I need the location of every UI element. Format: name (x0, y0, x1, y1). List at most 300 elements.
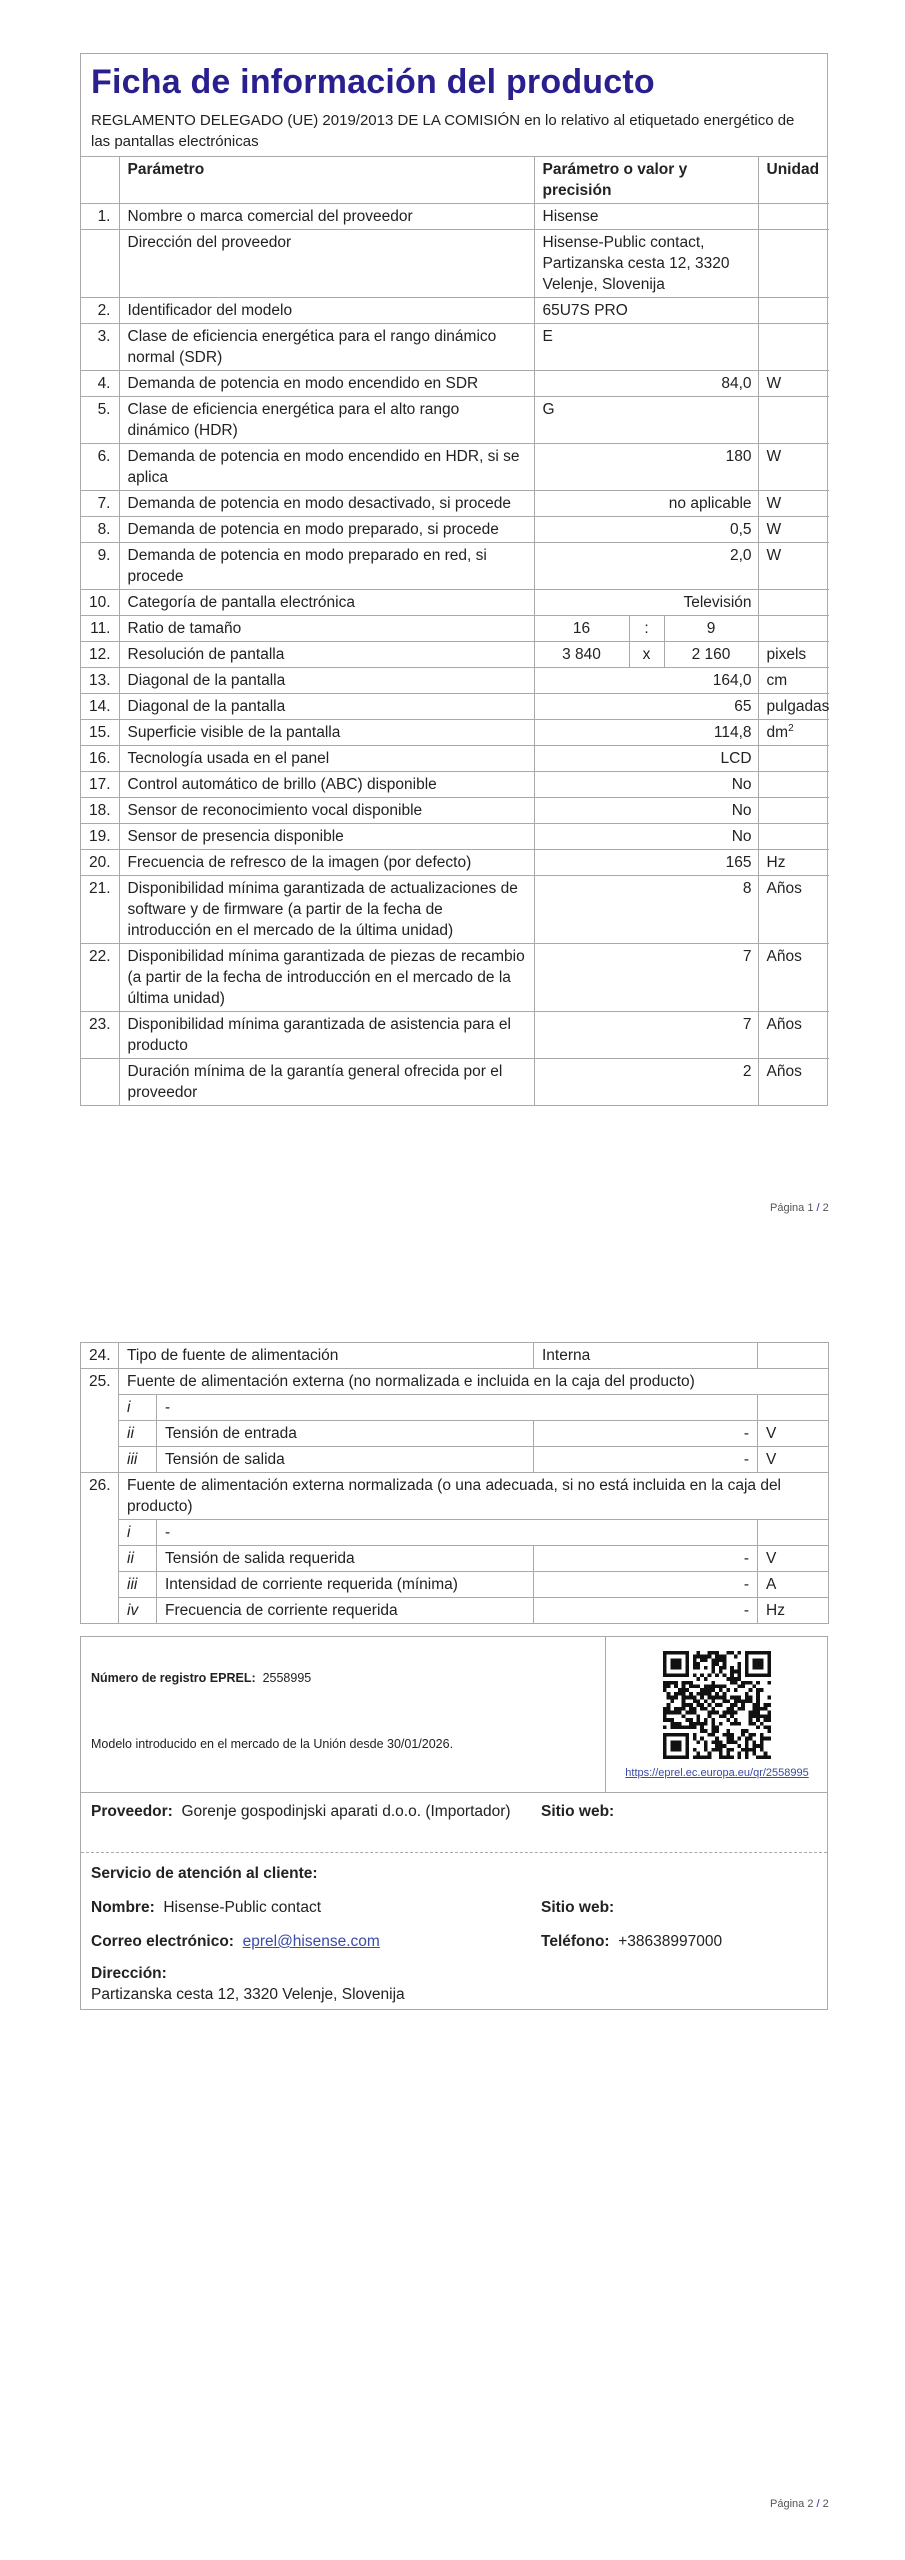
qr-module (667, 1692, 671, 1696)
qr-module (704, 1748, 708, 1752)
qr-module (730, 1722, 734, 1726)
qr-module (715, 1651, 719, 1655)
table-row (81, 324, 829, 371)
row-number: 14. (81, 694, 119, 720)
qr-module (670, 1658, 674, 1662)
qr-module (693, 1666, 697, 1670)
qr-module (723, 1714, 727, 1718)
qr-module (670, 1744, 674, 1748)
qr-module (752, 1703, 756, 1707)
qr-module (678, 1740, 682, 1744)
table-header-row (81, 157, 829, 204)
provider-name: Gorenje gospodinjski aparati d.o.o. (Importador) (181, 1803, 511, 1820)
qr-module (715, 1662, 719, 1666)
header-unit: Unidad (758, 157, 829, 204)
qr-module (685, 1696, 689, 1700)
qr-module (667, 1755, 671, 1759)
row-parameter: Frecuencia de refresco de la imagen (por defecto) (119, 850, 534, 876)
row-value: No (534, 772, 758, 798)
qr-module (674, 1662, 678, 1666)
row-parameter: Disponibilidad mínima garantizada de asistencia para el producto (119, 1012, 534, 1059)
aspect-height: 9 (664, 616, 758, 642)
qr-module (745, 1666, 749, 1670)
qr-module (764, 1752, 768, 1756)
qr-module (708, 1655, 712, 1659)
qr-module (663, 1744, 667, 1748)
row-unit: W (758, 543, 829, 590)
email-label: Correo electrónico: (91, 1933, 234, 1950)
qr-module (734, 1718, 738, 1722)
row-parameter: Disponibilidad mínima garantizada de piezas de recambio (a partir de la fecha de introducción en el mercado de la última unidad) (119, 944, 534, 1012)
qr-module (737, 1744, 741, 1748)
row-unit (758, 746, 829, 772)
qr-module (723, 1744, 727, 1748)
qr-module (737, 1677, 741, 1681)
table-row (81, 1447, 829, 1473)
qr-module (749, 1681, 753, 1685)
qr-code-icon[interactable] (663, 1651, 771, 1759)
qr-module (685, 1658, 689, 1662)
qr-module (711, 1651, 715, 1655)
sheet-header (81, 54, 827, 157)
qr-module (737, 1673, 741, 1677)
qr-module (693, 1696, 697, 1700)
qr-module (674, 1685, 678, 1689)
row-value: Hisense-Public contact, Partizanska cesta 12, 3320 Velenje, Slovenija (534, 230, 758, 298)
table-row (81, 204, 829, 230)
qr-module (723, 1755, 727, 1759)
qr-module (741, 1703, 745, 1707)
qr-module (704, 1744, 708, 1748)
table-row (81, 1369, 829, 1395)
row-number: 13. (81, 668, 119, 694)
qr-module (723, 1699, 727, 1703)
qr-module (670, 1755, 674, 1759)
qr-module (685, 1703, 689, 1707)
qr-module (756, 1707, 760, 1711)
qr-module (719, 1685, 723, 1689)
qr-module (693, 1655, 697, 1659)
qr-module (760, 1688, 764, 1692)
row-value: 84,0 (534, 371, 758, 397)
row-parameter: Resolución de pantalla (119, 642, 534, 668)
qr-module (737, 1651, 741, 1655)
sub-index: iii (119, 1572, 157, 1598)
contact-address (91, 1963, 405, 2005)
qr-module (708, 1685, 712, 1689)
qr-module (756, 1699, 760, 1703)
row-number: 17. (81, 772, 119, 798)
qr-module (697, 1755, 701, 1759)
qr-module (745, 1673, 749, 1677)
qr-module (745, 1755, 749, 1759)
page-current: 2 (807, 2498, 814, 2510)
qr-module (726, 1699, 730, 1703)
qr-module (708, 1651, 712, 1655)
qr-module (704, 1722, 708, 1726)
qr-module (678, 1658, 682, 1662)
qr-module (745, 1681, 749, 1685)
qr-module (749, 1714, 753, 1718)
table-row (81, 1421, 829, 1447)
qr-link[interactable]: https://eprel.ec.europa.eu/qr/2558995 (625, 1767, 809, 1779)
row-number: 9. (81, 543, 119, 590)
website-label-2: Sitio web: (541, 1899, 615, 1916)
qr-module (693, 1722, 697, 1726)
table-row (81, 616, 829, 642)
table-row (81, 517, 829, 543)
row-value: Televisión (534, 590, 758, 616)
table-row (81, 1012, 829, 1059)
row-number: 2. (81, 298, 119, 324)
qr-module (682, 1725, 686, 1729)
qr-module (704, 1755, 708, 1759)
sub-value: - (534, 1572, 758, 1598)
row-number: 12. (81, 642, 119, 668)
qr-module (678, 1733, 682, 1737)
qr-module (749, 1733, 753, 1737)
qr-module (730, 1666, 734, 1670)
table-row (81, 1598, 829, 1624)
qr-module (678, 1748, 682, 1752)
qr-module (730, 1703, 734, 1707)
table-row (81, 668, 829, 694)
qr-module (726, 1688, 730, 1692)
qr-module (697, 1718, 701, 1722)
qr-module (737, 1666, 741, 1670)
qr-module (730, 1733, 734, 1737)
qr-module (737, 1752, 741, 1756)
page-number-1 (770, 1202, 829, 1214)
page-number-2 (770, 2498, 829, 2510)
phone-label: Teléfono: (541, 1933, 610, 1950)
qr-module (749, 1651, 753, 1655)
header-parameter: Parámetro (119, 157, 534, 204)
qr-module (734, 1655, 738, 1659)
qr-module (700, 1673, 704, 1677)
qr-module (708, 1688, 712, 1692)
qr-module (685, 1725, 689, 1729)
qr-module (670, 1696, 674, 1700)
qr-module (715, 1740, 719, 1744)
qr-module (697, 1655, 701, 1659)
provider-website (541, 1801, 614, 1822)
qr-module (764, 1714, 768, 1718)
row-parameter: Control automático de brillo (ABC) disponible (119, 772, 534, 798)
qr-module (719, 1703, 723, 1707)
sub-value: - (534, 1447, 758, 1473)
qr-module (734, 1688, 738, 1692)
qr-module (693, 1755, 697, 1759)
qr-module (663, 1651, 667, 1655)
table-row (81, 371, 829, 397)
qr-module (756, 1725, 760, 1729)
qr-module (682, 1688, 686, 1692)
qr-module (760, 1658, 764, 1662)
qr-module (719, 1696, 723, 1700)
row-parameter: Tipo de fuente de alimentación (119, 1343, 534, 1369)
row-unit (758, 616, 829, 642)
qr-module (749, 1711, 753, 1715)
qr-module (726, 1752, 730, 1756)
qr-module (685, 1752, 689, 1756)
qr-module (726, 1748, 730, 1752)
qr-module (689, 1711, 693, 1715)
qr-module (670, 1673, 674, 1677)
qr-module (745, 1740, 749, 1744)
qr-module (700, 1655, 704, 1659)
unit-base: dm (766, 724, 789, 741)
row-number: 5. (81, 397, 119, 444)
qr-module (685, 1733, 689, 1737)
qr-module (734, 1711, 738, 1715)
row-parameter: Diagonal de la pantalla (119, 694, 534, 720)
qr-module (752, 1714, 756, 1718)
qr-module (734, 1703, 738, 1707)
qr-module (737, 1737, 741, 1741)
page-current: 1 (807, 1202, 814, 1214)
qr-module (715, 1748, 719, 1752)
row-parameter: Nombre o marca comercial del proveedor (119, 204, 534, 230)
contact-name (91, 1897, 321, 1918)
qr-module (663, 1681, 667, 1685)
qr-module (697, 1692, 701, 1696)
qr-module (734, 1722, 738, 1726)
qr-module (730, 1748, 734, 1752)
qr-module (767, 1670, 771, 1674)
table-row (81, 1059, 829, 1106)
qr-module (693, 1711, 697, 1715)
resolution-width: 3 840 (534, 642, 629, 668)
qr-module (767, 1714, 771, 1718)
qr-module (708, 1755, 712, 1759)
qr-module (685, 1711, 689, 1715)
table-row (81, 772, 829, 798)
qr-module (689, 1703, 693, 1707)
qr-module (719, 1670, 723, 1674)
qr-module (715, 1658, 719, 1662)
qr-module (734, 1681, 738, 1685)
qr-module (715, 1744, 719, 1748)
qr-module (726, 1737, 730, 1741)
row-unit: W (758, 517, 829, 543)
qr-module (682, 1699, 686, 1703)
qr-module (674, 1755, 678, 1759)
qr-module (667, 1711, 671, 1715)
email-link[interactable]: eprel@hisense.com (242, 1933, 380, 1950)
page-label: Página (770, 1202, 805, 1214)
qr-module (756, 1718, 760, 1722)
row-number: 18. (81, 798, 119, 824)
row-unit: Años (758, 1059, 829, 1106)
eprel-box (80, 1636, 828, 2010)
qr-module (670, 1748, 674, 1752)
table-row (81, 397, 829, 444)
qr-module (767, 1658, 771, 1662)
row-number: 10. (81, 590, 119, 616)
qr-module (678, 1722, 682, 1726)
row-number: 3. (81, 324, 119, 371)
qr-module (752, 1740, 756, 1744)
table-row (81, 694, 829, 720)
qr-module (723, 1696, 727, 1700)
qr-module (697, 1666, 701, 1670)
qr-module (730, 1714, 734, 1718)
row-unit: pixels (758, 642, 829, 668)
qr-module (719, 1722, 723, 1726)
qr-module (670, 1733, 674, 1737)
row-number: 21. (81, 876, 119, 944)
resolution-height: 2 160 (664, 642, 758, 668)
qr-module (689, 1685, 693, 1689)
row-number: 7. (81, 491, 119, 517)
row-unit (758, 720, 829, 746)
row-number: 11. (81, 616, 119, 642)
contact-email (91, 1931, 380, 1952)
qr-module (700, 1729, 704, 1733)
regulation-name: REGLAMENTO DELEGADO (UE) 2019/2013 DE LA COMISIÓN (91, 112, 521, 129)
table-row (81, 230, 829, 298)
qr-module (711, 1688, 715, 1692)
contact-phone (541, 1931, 722, 1952)
qr-module (667, 1696, 671, 1700)
customer-service-title (91, 1863, 318, 1884)
eprel-registration (81, 1637, 827, 1793)
qr-module (741, 1733, 745, 1737)
row-unit: Años (758, 1012, 829, 1059)
qr-module (760, 1748, 764, 1752)
qr-module (745, 1729, 749, 1733)
qr-module (715, 1655, 719, 1659)
row-number: 26. (81, 1473, 119, 1624)
row-value: G (534, 397, 758, 444)
row-value: Interna (534, 1343, 758, 1369)
qr-module (767, 1737, 771, 1741)
qr-module (663, 1711, 667, 1715)
qr-module (685, 1673, 689, 1677)
qr-module (685, 1655, 689, 1659)
qr-module (767, 1725, 771, 1729)
qr-module (682, 1714, 686, 1718)
table-row (81, 824, 829, 850)
qr-module (711, 1681, 715, 1685)
qr-module (689, 1681, 693, 1685)
qr-module (752, 1658, 756, 1662)
qr-module (756, 1673, 760, 1677)
qr-module (767, 1711, 771, 1715)
qr-module (752, 1673, 756, 1677)
qr-module (708, 1703, 712, 1707)
qr-module (663, 1685, 667, 1689)
qr-module (670, 1666, 674, 1670)
phone-value: +38638997000 (618, 1933, 723, 1950)
qr-module (752, 1707, 756, 1711)
qr-module (745, 1744, 749, 1748)
page-separator: / (816, 1202, 820, 1214)
qr-module (704, 1699, 708, 1703)
sub-unit (758, 1520, 829, 1546)
aspect-separator: : (629, 616, 664, 642)
sub-index: i (119, 1520, 157, 1546)
qr-module (674, 1651, 678, 1655)
qr-module (704, 1677, 708, 1681)
qr-module (730, 1681, 734, 1685)
row-parameter: Categoría de pantalla electrónica (119, 590, 534, 616)
qr-module (711, 1666, 715, 1670)
qr-module (674, 1740, 678, 1744)
qr-module (749, 1688, 753, 1692)
qr-module (697, 1662, 701, 1666)
qr-module (700, 1703, 704, 1707)
qr-module (663, 1666, 667, 1670)
qr-module (685, 1737, 689, 1741)
unit-exponent: 2 (788, 722, 794, 734)
qr-module (663, 1718, 667, 1722)
qr-module (670, 1718, 674, 1722)
qr-module (674, 1658, 678, 1662)
qr-module (663, 1733, 667, 1737)
qr-module (678, 1666, 682, 1670)
qr-module (682, 1651, 686, 1655)
qr-module (730, 1711, 734, 1715)
table-row (81, 543, 829, 590)
qr-module (734, 1740, 738, 1744)
page-total: 2 (822, 1202, 829, 1214)
qr-module (745, 1737, 749, 1741)
qr-module (734, 1677, 738, 1681)
qr-module (745, 1670, 749, 1674)
qr-module (730, 1677, 734, 1681)
qr-module (685, 1651, 689, 1655)
row-unit: cm (758, 668, 829, 694)
qr-module (700, 1707, 704, 1711)
qr-module (756, 1662, 760, 1666)
qr-module (745, 1699, 749, 1703)
qr-cell (605, 1637, 827, 1792)
qr-module (704, 1729, 708, 1733)
qr-module (711, 1740, 715, 1744)
row-unit (758, 324, 829, 371)
qr-module (756, 1688, 760, 1692)
row-unit: W (758, 491, 829, 517)
qr-module (726, 1677, 730, 1681)
header-value: Parámetro o valor y precisión (534, 157, 758, 204)
qr-module (726, 1707, 730, 1711)
qr-module (711, 1711, 715, 1715)
qr-module (764, 1703, 768, 1707)
row-parameter: Diagonal de la pantalla (119, 668, 534, 694)
qr-module (737, 1699, 741, 1703)
qr-module (767, 1651, 771, 1655)
row-unit: pulgadas (758, 694, 829, 720)
row-unit (758, 772, 829, 798)
row-parameter: Tecnología usada en el panel (119, 746, 534, 772)
qr-module (708, 1711, 712, 1715)
qr-module (674, 1673, 678, 1677)
qr-module (737, 1722, 741, 1726)
row-parameter: Ratio de tamaño (119, 616, 534, 642)
qr-module (670, 1662, 674, 1666)
qr-module (719, 1666, 723, 1670)
qr-module (756, 1658, 760, 1662)
qr-module (767, 1718, 771, 1722)
qr-module (674, 1681, 678, 1685)
qr-module (693, 1673, 697, 1677)
qr-module (752, 1748, 756, 1752)
qr-module (767, 1666, 771, 1670)
row-unit (758, 230, 829, 298)
row-number: 16. (81, 746, 119, 772)
